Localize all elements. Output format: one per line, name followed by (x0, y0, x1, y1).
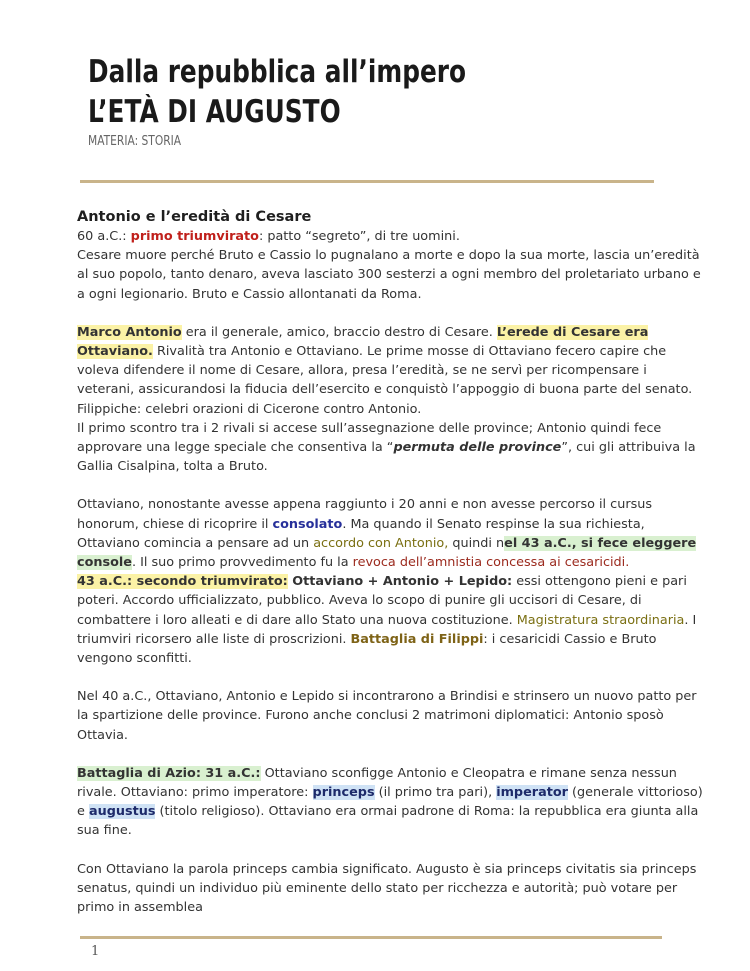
p3-text-3: quindi n (448, 535, 505, 551)
top-divider (80, 180, 654, 183)
p3-text-7: : i cesaricidi Cassio e Bruto vengono sconfitti. (77, 631, 657, 667)
p3-text-5: essi ottengono pieni e pari poteri. Accordo ufficializzato, pubblico. Aveva lo scopo di punire gli uccisori di Cesare, di combattere i loro alleati e di dare allo Stato una nuova costituzione. (77, 574, 687, 628)
p1-date: 60 a.C.: (77, 229, 131, 244)
paragraph-2 (77, 323, 707, 477)
title-line-2: L’ETÀ DI AUGUSTO (88, 94, 341, 130)
p3-text-6: . I triumviri ricorsero alle liste di proscrizioni. (77, 612, 697, 647)
p5-text-3: (generale vittorioso) e (77, 785, 703, 820)
p2-text-3: Il primo scontro tra i 2 rivali si accese sull’assegnazione delle province; Antonio quindi fece approvare una legge speciale che consentiva la “ (77, 420, 662, 456)
p5-text-2: (il primo tra pari), (374, 785, 497, 801)
p3-triumviri: Ottaviano + Antonio + Lepido: (287, 574, 513, 590)
p3-text-2: . Ma quando il Senato respinse la sua richiesta, Ottaviano comincia a pensare ad un (77, 516, 645, 551)
p3-revoca: revoca dell’amnistia concessa ai cesaricidi. (352, 555, 630, 571)
section-title: Antonio e l’eredità di Cesare (77, 209, 312, 225)
p2-permuta: permuta delle province (393, 440, 562, 456)
p5-augustus: augustus (88, 804, 156, 820)
p3-secondo-triumvirato: 43 a.C.: secondo triumvirato: (77, 574, 288, 590)
p3-text: Ottaviano, nonostante avesse appena raggiunto i 20 anni e non avesse percorso il cursus honorum, chiese di ricoprire il (77, 497, 653, 532)
paragraph-1 (77, 227, 707, 304)
title-line-1: Dalla repubblica all’impero (88, 54, 467, 90)
p2-text-4: ”, cui gli attribuiva la Gallia Cisalpina, tolta a Bruto. (77, 440, 696, 475)
p2-erede: L’erede di Cesare era Ottaviano. (77, 324, 649, 360)
p2-text-2: Rivalità tra Antonio e Ottaviano. Le prime mosse di Ottaviano fecero capire che voleva difendere il nome di Cesare, allora, presa l’eredità, se ne servì per ricompensare i veterani, assicurandosi la fiducia dell’esercito e conquistò l’appoggio di buona parte del senato. Filippiche: celebri orazioni di Cicerone contro Antonio. (77, 344, 693, 417)
p2-text: era il generale, amico, braccio destro di Cesare. (181, 324, 497, 340)
p1-text: : patto “segreto”, di tre uomini. (258, 229, 460, 244)
bottom-divider (80, 936, 662, 939)
paragraph-4: Nel 40 a.C., Ottaviano, Antonio e Lepido si incontrarono a Brindisi e strinsero un nuovo patto per la spartizione delle province. Furono anche conclusi 2 matrimoni diplomatici: Antonio sposò Ottavia. (77, 689, 697, 743)
p1-text-2: Cesare muore perché Bruto e Cassio lo pugnalano a morte e dopo la sua morte, lascia un’eredità al suo popolo, tanto denaro, aveva lasciato 300 sesterzi a ogni membro del proletariato urbano e a ogni legionario. Bruto e Cassio allontanati da Roma. (77, 248, 701, 302)
p2-marco-antonio: Marco Antonio (77, 324, 182, 340)
p5-princeps: princeps (312, 785, 375, 801)
p3-console: el 43 a.C., si fece eleggere console (77, 535, 697, 571)
p3-accordo: accordo con Antonio, (313, 535, 449, 551)
p3-filippi: Battaglia di Filippi (350, 631, 484, 647)
p3-consolato: consolato (272, 516, 343, 532)
subject-label: MATERIA: STORIA (88, 134, 182, 149)
document-header (88, 52, 561, 149)
p3-magistratura: Magistratura straordinaria (516, 612, 685, 628)
p5-imperator: imperator (496, 785, 568, 801)
paragraph-3 (77, 495, 707, 668)
paragraph-5 (77, 764, 707, 841)
paragraph-6: Con Ottaviano la parola princeps cambia significato. Augusto è sia princeps civitatis sia princeps senatus, quindi un individuo più eminente dello stato per ricchezza e autorità; può votare per primo in assemblea (77, 861, 697, 916)
p1-primo-triumvirato: primo triumvirato (130, 229, 259, 244)
document-body (77, 207, 707, 936)
p5-text: Ottaviano sconfigge Antonio e Cleopatra e rimane senza nessun rivale. Ottaviano: primo imperatore: (77, 765, 677, 801)
p5-azio: Battaglia di Azio: 31 a.C.: (77, 765, 261, 781)
p3-text-4: . Il suo primo provvedimento fu la (131, 555, 353, 571)
page-number: 1 (91, 944, 100, 959)
p5-text-4: (titolo religioso). Ottaviano era ormai padrone di Roma: la repubblica era giunta alla sua fine. (77, 804, 699, 839)
